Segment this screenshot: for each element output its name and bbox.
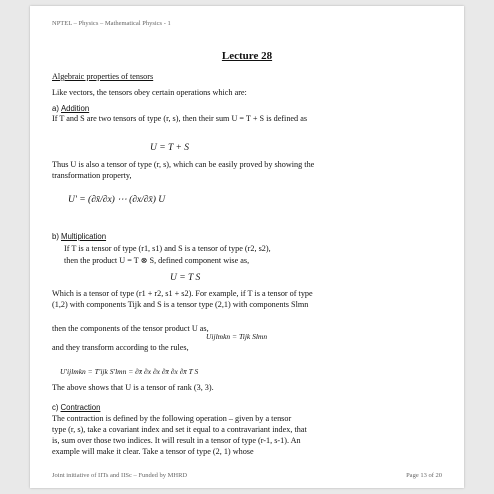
multiplication-line-2: then the product U = T ⊗ S, defined component wise as, [64,256,250,265]
subsection-a-title: Addition [60,104,90,113]
subsection-b-label: b) [52,232,59,241]
subsection-b-title: Multiplication [60,232,107,241]
page-header: NPTEL – Physics – Mathematical Physics - 1 [52,20,171,27]
section-heading: Algebraic properties of tensors [52,72,154,81]
lecture-title: Lecture 28 [221,50,273,62]
footer-page-number: Page 13 of 20 [406,472,442,479]
tensor-product-equation: Uijlmkn = Tijk Slmn [206,332,268,341]
footer-left: Joint initiative of IITs and IISc – Funded by MHRD [52,472,188,479]
addition-line-3: transformation property, [52,171,132,180]
multiplication-equation: U = T S [170,273,201,283]
contraction-line-3: is, sum over those two indices. It will result in a tensor of type (r-1, s-1). An [52,436,301,445]
addition-transformation-equation: U' = (∂x̄/∂x) ⋯ (∂x/∂x̄) U [68,195,166,205]
document-page [30,6,464,488]
addition-line-1: If T and S are two tensors of type (r, s), then their sum U = T + S is defined as [52,114,308,123]
subsection-b-heading [52,232,106,242]
addition-line-2: Thus U is also a tensor of type (r, s), which can be easily proved by showing the [52,160,315,169]
product-transformation-equation: U'ijlmkn = T'ijk S'lmn = ∂x̄ ∂x ∂x ∂x̄ ∂x ∂x̄ T S [60,367,199,376]
multiplication-line-1: If T is a tensor of type (r1, s1) and S is a tensor of type (r2, s2), [64,244,271,253]
subsection-a-heading [52,104,89,114]
contraction-line-4: example will make it clear. Take a tensor of type (2, 1) whose [52,447,254,456]
contraction-line-2: type (r, s), take a covariant index and set it equal to a contravariant index, that [52,425,307,434]
intro-text: Like vectors, the tensors obey certain operations which are: [52,88,247,97]
multiplication-line-5: then the components of the tensor product U as, [52,324,209,333]
subsection-c-title: Contraction [60,403,101,412]
subsection-a-label: a) [52,104,59,113]
subsection-c-heading [52,403,100,413]
multiplication-line-7: The above shows that U is a tensor of rank (3, 3). [52,383,214,392]
multiplication-line-3: Which is a tensor of type (r1 + r2, s1 + s2). For example, if T is a tensor of type [52,289,313,298]
multiplication-line-4: (1,2) with components Tijk and S is a tensor type (2,1) with components Slmn [52,300,309,309]
multiplication-line-6: and they transform according to the rules, [52,343,189,352]
addition-equation: U = T + S [150,143,190,153]
contraction-line-1: The contraction is defined by the following operation – given by a tensor [52,414,292,423]
subsection-c-label: c) [52,403,59,412]
